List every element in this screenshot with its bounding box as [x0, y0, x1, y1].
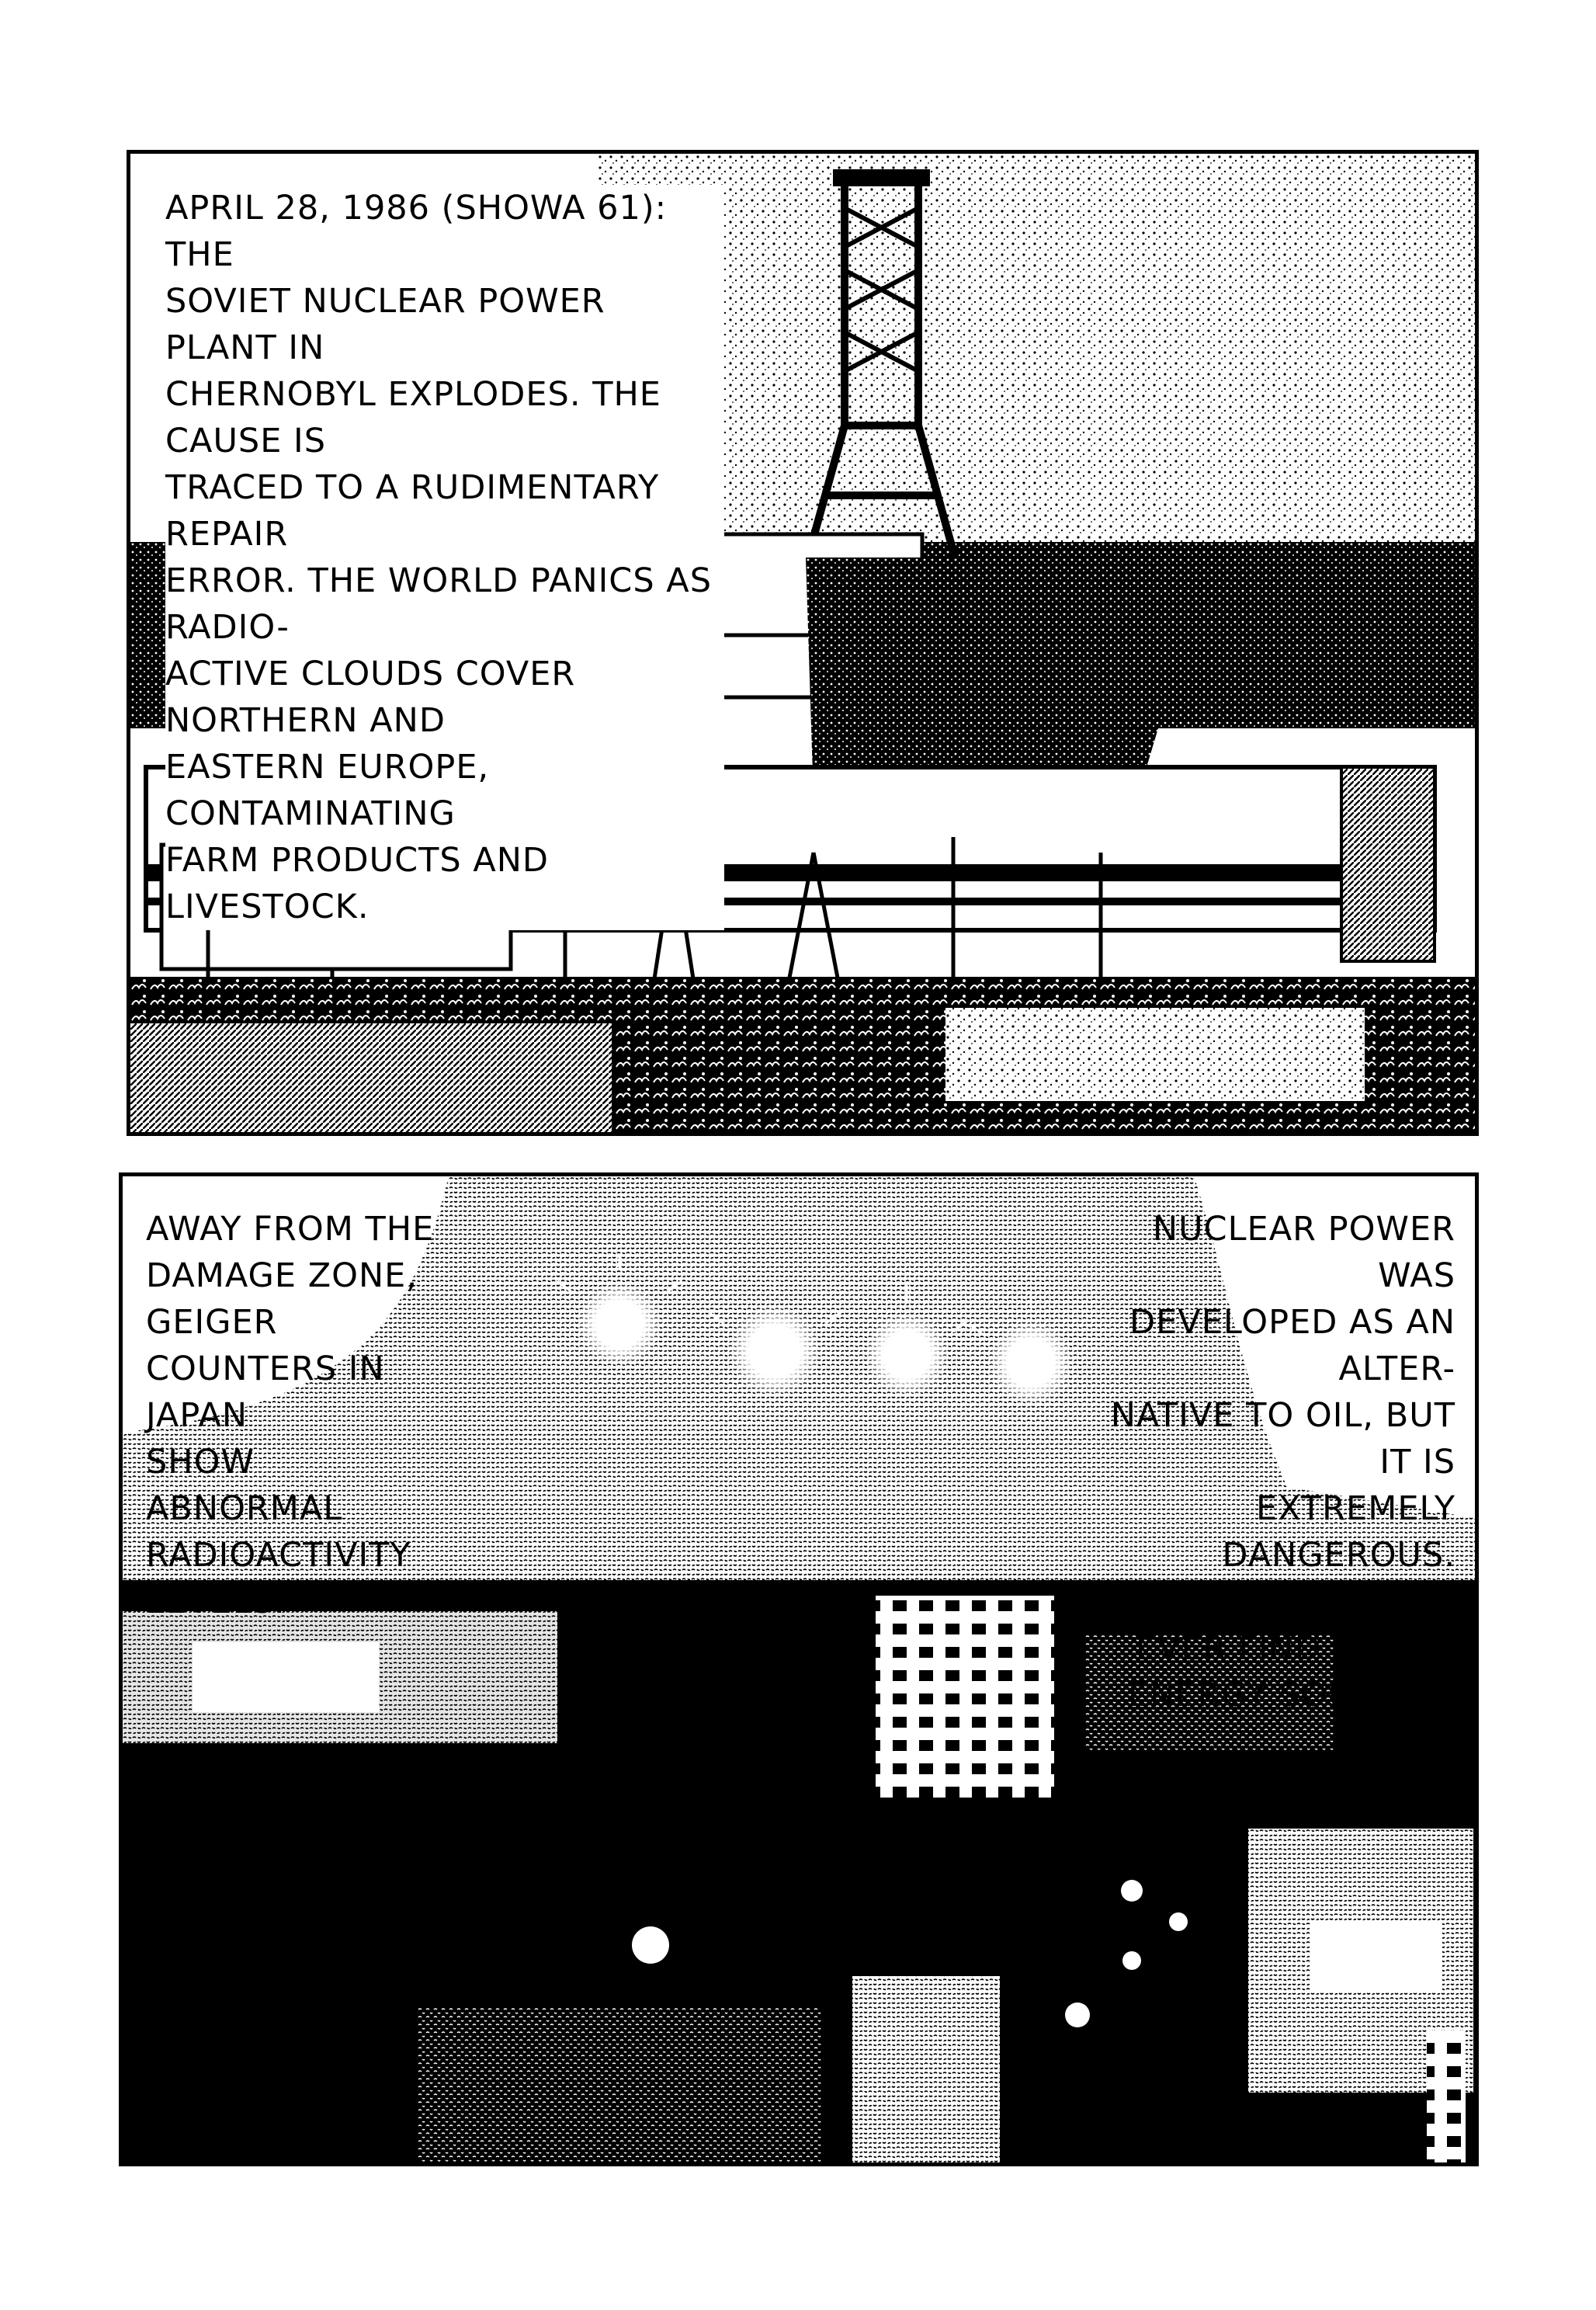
panel-japan-night [119, 1172, 1479, 2166]
panel-chernobyl [127, 150, 1479, 1136]
lit-building [876, 1596, 1054, 1798]
caption-geiger: AWAY FROM THE DAMAGE ZONE, GEIGER COUNTERS IN JAPAN SHOW ABNORMAL RADIOACTIVITY LEVELS. [146, 1210, 435, 1621]
caption-nuclear-power: NUCLEAR POWER WAS DEVELOPED AS AN ALTER- NATIVE TO OIL, BUT IT IS EXTREMELY DANGEROUS. I WONDER IF WE'LL EVER FIND A SAFE ENERGY SOURCE... [1110, 1210, 1455, 1714]
damaged-reactor [806, 558, 1163, 798]
sky-stipple [596, 154, 1475, 558]
caption-chernobyl: APRIL 28, 1986 (SHOWA 61): THE SOVIET NUCLEAR POWER PLANT IN CHERNOBYL EXPLODES. THE CAUSE IS TRACED TO A RUDIMENTARY REPAIR ERROR. THE WORLD PANICS AS RADIO- ACTIVE CLOUDS COVER NORTHERN AND EASTERN EUROPE, CONTAMINATING FARM PRODUCTS AND LIVESTOCK. [165, 185, 724, 930]
